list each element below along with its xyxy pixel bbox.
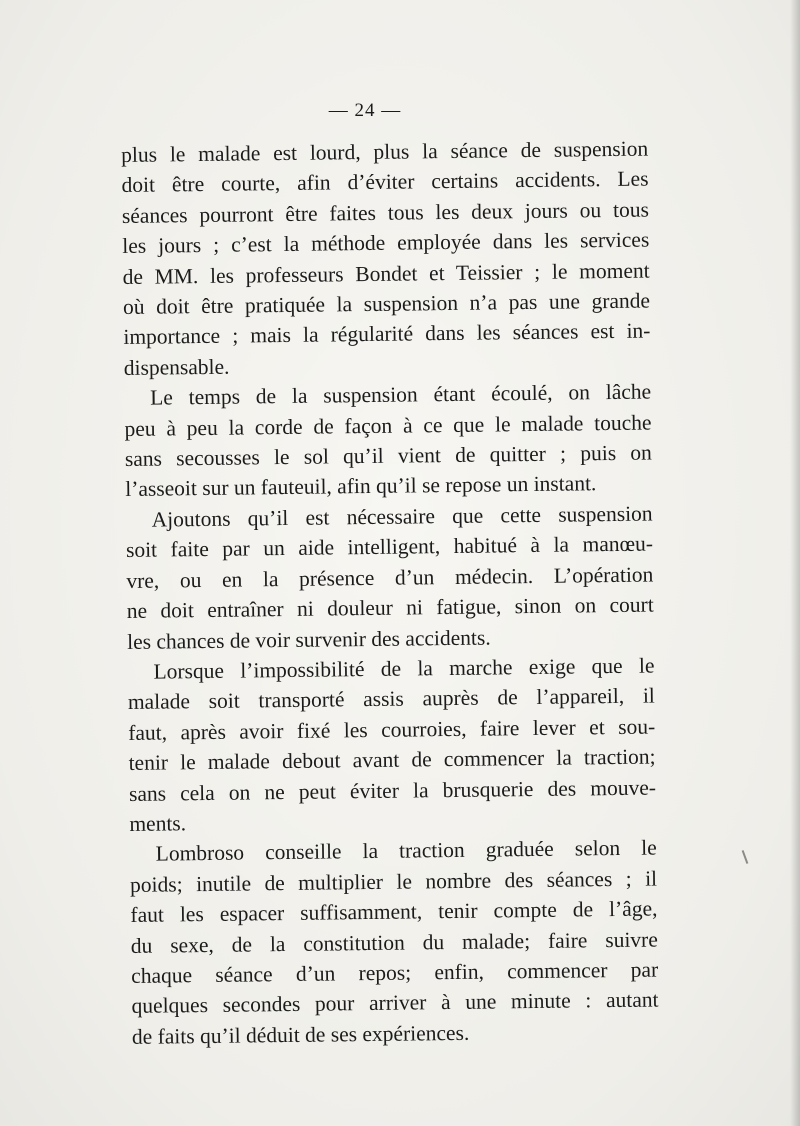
text-line: ments. — [129, 811, 187, 836]
text-line: Le temps de la suspension étant écoulé, on lâche — [150, 379, 652, 410]
text-line: importance ; mais la régularité dans les séances est in- — [123, 318, 651, 350]
text-line: Lorsque l’impossibilité de la marche exige que le — [153, 653, 655, 684]
text-line: les jours ; c’est la méthode employée dans les services — [122, 227, 650, 259]
text-line: où doit être pratiquée la suspension n’a pas une grande — [122, 288, 651, 320]
text-line: les chances de voir survenir des accidents. — [126, 625, 491, 654]
text-line: sans secousses le sol qu’il vient de quitter ; puis on — [124, 440, 653, 472]
text-line: Ajoutons qu’il est nécessaire que cette suspension — [151, 501, 653, 532]
text-line: dispensable. — [123, 354, 230, 380]
text-line: de MM. les professeurs Bondet et Teissier ; le moment — [122, 258, 650, 289]
text-line: sans cela on ne peut éviter la brusquerie des mouve- — [128, 775, 657, 806]
paragraph-5 — [130, 833, 660, 1052]
body-text — [121, 134, 659, 1053]
text-line: de faits qu’il déduit de ses expériences. — [131, 1020, 470, 1049]
text-line: séances pourront être faites tous les deux jours ou tous — [121, 197, 650, 228]
text-line: poids; inutile de multiplier le nombre des séances ; il — [129, 866, 658, 897]
text-line: soit faite par un aide intelligent, habitué à la manœu- — [125, 531, 654, 563]
text-line: quelques secondes pour arriver à une minute : autant — [131, 987, 659, 1019]
text-line: Lombroso conseille la traction graduée selon le — [155, 835, 657, 866]
text-line: faut les espacer suffisamment, tenir compte de l’âge, — [130, 896, 658, 928]
text-line: plus le malade est lourd, plus la séance de suspension — [121, 136, 649, 167]
paragraph-4 — [127, 650, 656, 839]
text-line: l’asseoit sur un fauteuil, afin qu’il se repose un instant. — [125, 471, 597, 502]
paragraph-3 — [125, 498, 654, 656]
text-line: vre, ou en la présence d’un médecin. L’opération — [126, 562, 654, 593]
text-line: ne doit entraîner ni douleur ni fatigue, sinon on court — [126, 592, 654, 624]
ink-speck — [742, 850, 749, 864]
text-line: tenir le malade debout avant de commencer la traction; — [128, 744, 656, 776]
text-line: malade soit transporté assis auprès de l’appareil, il — [127, 683, 655, 715]
text-line: faut, après avoir fixé les courroies, faire lever et sou- — [128, 714, 656, 745]
page-number: — 24 — — [328, 100, 402, 121]
text-line: chaque séance d’un repos; enfin, commencer par — [131, 957, 659, 988]
text-line: peu à peu la corde de façon à ce que le malade touche — [124, 410, 652, 441]
text-line: du sexe, de la constitution du malade; faire suivre — [130, 927, 658, 958]
page-edge-shadow — [790, 0, 800, 1126]
paragraph-1 — [121, 134, 651, 384]
text-line: doit être courte, afin d’éviter certains accidents. Les — [121, 166, 649, 198]
paragraph-2 — [124, 377, 652, 505]
